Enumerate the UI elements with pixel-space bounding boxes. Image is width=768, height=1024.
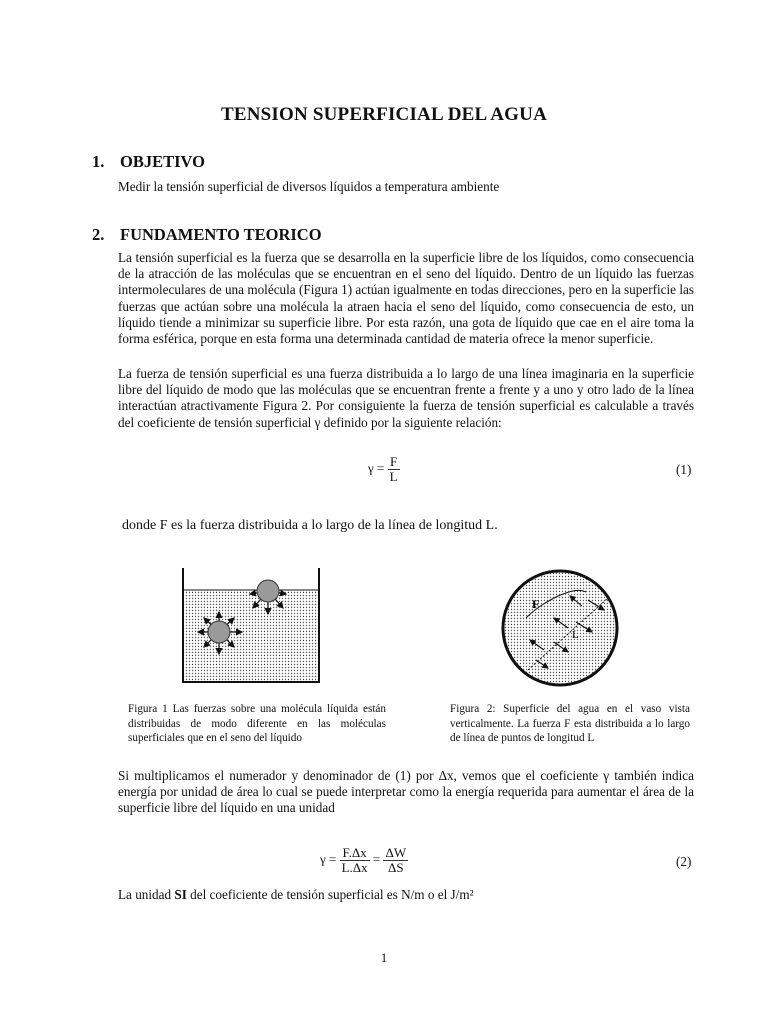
equation-1-numerator: F bbox=[388, 455, 400, 470]
si-prefix: La unidad bbox=[118, 887, 175, 902]
equation-2-equals: = bbox=[372, 851, 381, 867]
length-label: L bbox=[572, 629, 579, 641]
figure-2-caption: Figura 2: Superficie del agua en el vaso vista verticalmente. La fuerza F esta distribuida a lo largo de línea de puntos de longitud L bbox=[450, 703, 690, 745]
document-title: TENSION SUPERFICIAL DEL AGUA bbox=[220, 104, 548, 125]
surface-molecule-body bbox=[257, 580, 279, 602]
si-suffix: del coeficiente de tensión superficial es N/m o el J/m² bbox=[186, 887, 474, 902]
figure-1-diagram bbox=[176, 564, 326, 686]
liquid-fill bbox=[183, 590, 319, 682]
equation-2-denominator-1: L.Δx bbox=[341, 860, 368, 875]
equation-2-numerator-1: F.Δx bbox=[340, 846, 370, 861]
equation-1-number: (1) bbox=[676, 462, 692, 477]
section-1-title: OBJETIVO bbox=[120, 152, 205, 171]
paragraph-2: La fuerza de tensión superficial es una fuerza distribuida a lo largo de una línea imaginaria en la superficie libre del líquido de modo que las moléculas que se encuentran frente a frente y a uno y otro lado de la línea interactúan atractivamente Figura 2. Por consiguiente la fuerza de tensión superficial es calculable a través del coeficiente de tensión superficial γ definido por la siguiente relación: bbox=[118, 366, 694, 430]
section-2-title: FUNDAMENTO TEORICO bbox=[120, 225, 322, 244]
equation-1-fraction bbox=[388, 455, 400, 484]
equation-2-denominator-2: ΔS bbox=[388, 860, 404, 875]
figure-1-caption: Figura 1 Las fuerzas sobre una molécula líquida están distribuidas de modo diferente en las moléculas superficiales que en el seno del líquido bbox=[128, 703, 386, 745]
paragraph-3: Si multiplicamos el numerador y denominador de (1) por Δx, vemos que el coeficiente γ también indica energía por unidad de área lo cual se puede interpretar como la energía requerida para aumentar el área de la superficie libre del líquido en una unidad bbox=[118, 768, 694, 816]
section-1-heading bbox=[92, 152, 205, 172]
objective-text: Medir la tensión superficial de diversos líquidos a temperatura ambiente bbox=[118, 179, 500, 194]
paragraph-1: La tensión superficial es la fuerza que se desarrolla en la superficie libre de los líquidos, como consecuencia de la atracción de las moléculas que se encuentran en el seno del líquido. Dentro de un líquido las fuerzas intermoleculares de una molécula (Figura 1) actúan igualmente en todas direcciones, pero en la superficie las fuerzas que actúan sobre una molécula la atraen hacia el seno del líquido, como consecuencia de esto, un líquido tiende a minimizar su superficie libre. Por esta razón, una gota de líquido que cae en el aire toma la forma esférica, porque en esta forma una determinada cantidad de materia ofrece la menor superficie. bbox=[118, 250, 694, 347]
equation-2-fraction-1 bbox=[340, 846, 370, 875]
equation-2-lhs: γ = bbox=[320, 851, 337, 867]
force-label: F bbox=[532, 597, 540, 611]
equation-2-fraction-2 bbox=[383, 846, 408, 875]
page-number: 1 bbox=[380, 950, 388, 965]
equation-2-number: (2) bbox=[676, 854, 692, 869]
equation-2-numerator-2: ΔW bbox=[385, 845, 407, 860]
equation-2 bbox=[320, 846, 408, 875]
equation-1-denominator: L bbox=[389, 469, 398, 484]
si-unit-text bbox=[118, 887, 694, 903]
figure-2-diagram bbox=[498, 566, 622, 690]
section-1-number: 1. bbox=[92, 152, 105, 171]
equation-1-lhs: γ = bbox=[368, 460, 385, 476]
section-2-heading bbox=[92, 225, 322, 245]
section-2-number: 2. bbox=[92, 225, 105, 244]
si-bold: SI bbox=[174, 887, 187, 902]
water-surface-circle bbox=[503, 571, 617, 685]
interior-molecule-body bbox=[208, 621, 230, 643]
where-text: donde F es la fuerza distribuida a lo largo de la línea de longitud L. bbox=[122, 518, 498, 533]
equation-1 bbox=[368, 455, 400, 484]
